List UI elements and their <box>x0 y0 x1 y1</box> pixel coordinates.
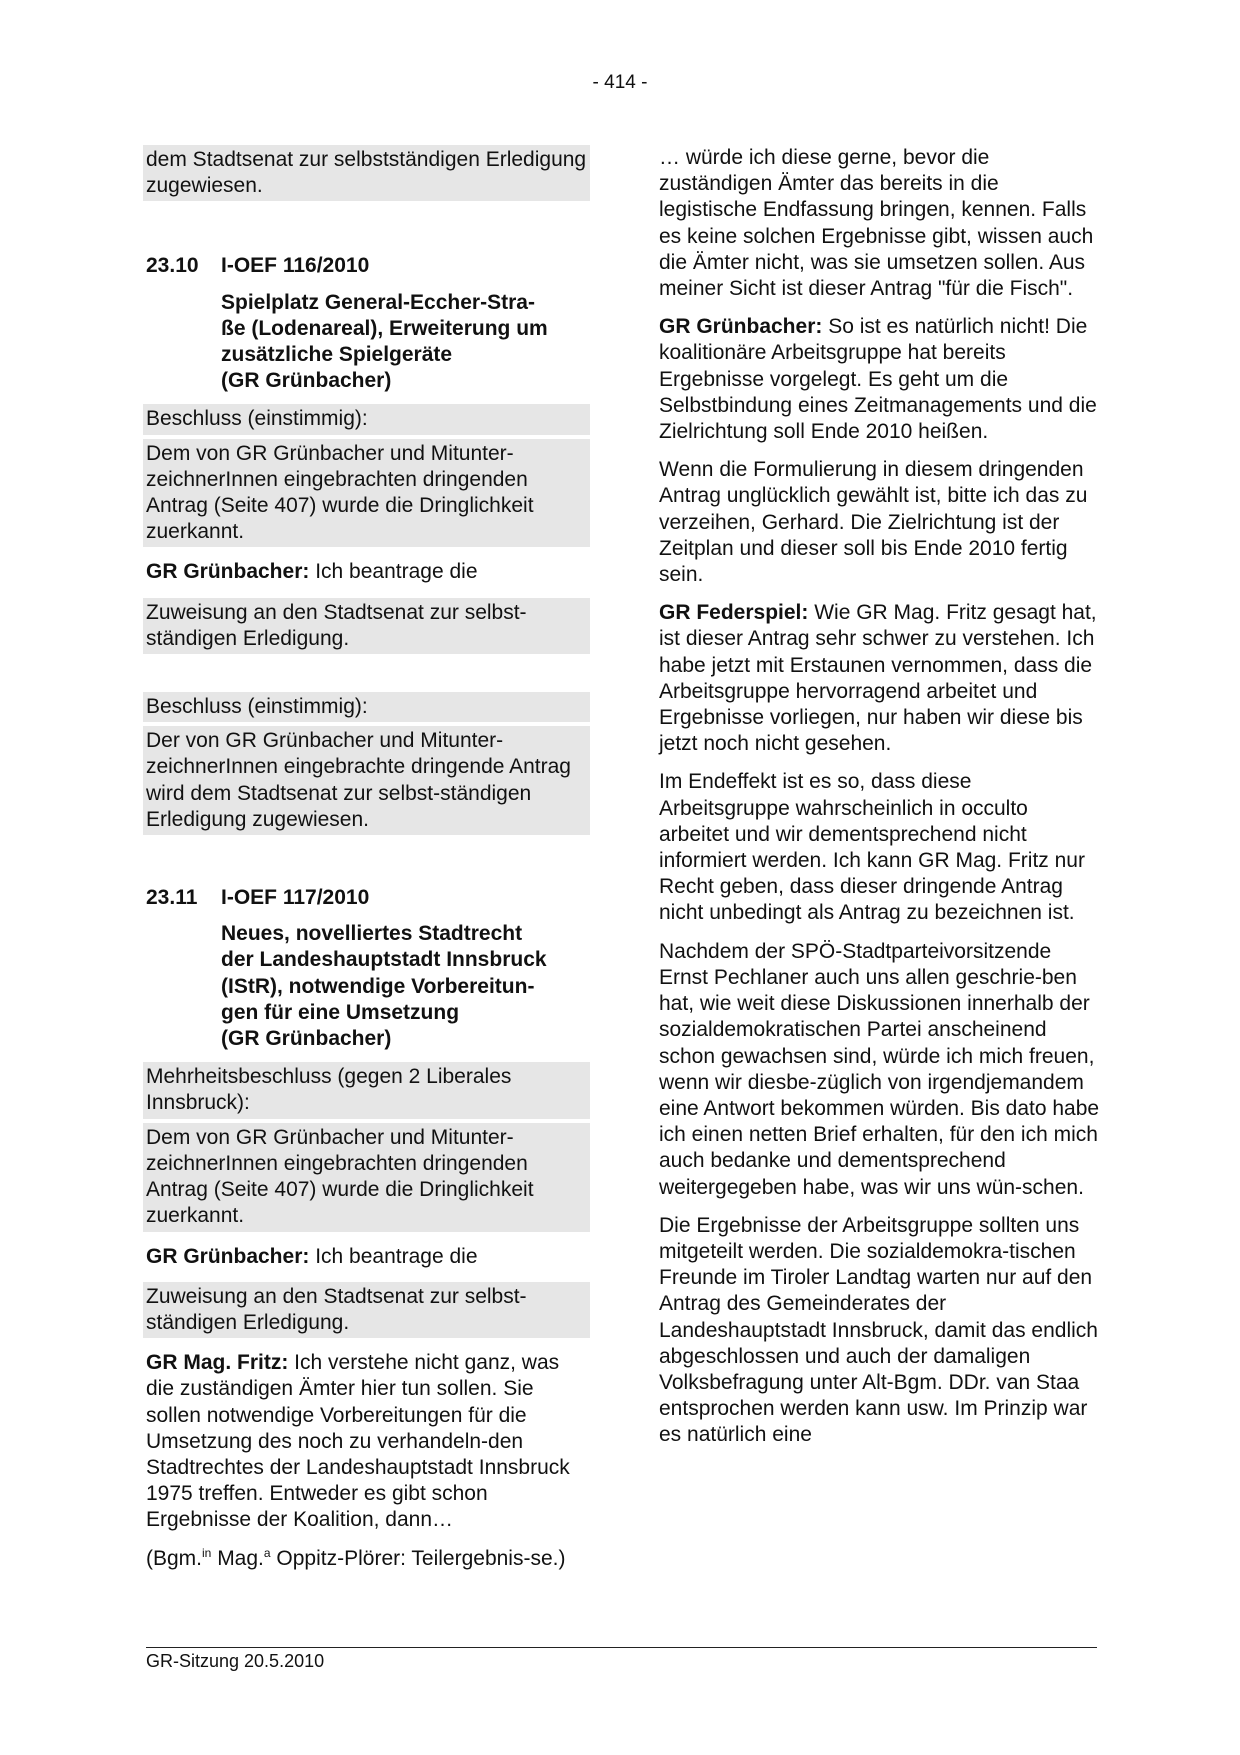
footer-text: GR-Sitzung 20.5.2010 <box>146 1651 325 1671</box>
item-number: 23.11 <box>146 886 198 910</box>
resolution-text: Dem von GR Grünbacher und Mitunter-zeichnerInnen eingebrachten dringenden Antrag (Seite 407) wurde die Dringlichkeit zuerkannt. <box>143 439 590 548</box>
speaker-name: GR Federspiel: <box>659 601 809 625</box>
speaker-name: GR Grünbacher: <box>146 560 310 584</box>
subject-line: der Landeshauptstadt Innsbruck <box>221 948 547 972</box>
item-code: I-OEF 117/2010 <box>221 886 370 910</box>
resolution-label: Beschluss (einstimmig): <box>143 692 590 722</box>
motion-text: Zuweisung an den Stadtsenat zur selbst-ständigen Erledigung. <box>143 1282 590 1338</box>
speaker-text: Ich verstehe nicht ganz, was die zuständigen Ämter hier tun sollen. Sie sollen notwendige Vorbereitungen für die Umsetzung des noch zu verhandeln-den Stadtrechtes der Landeshauptstadt Innsbruck 1975 treffen. Entweder es gibt schon Ergebnisse der Koalition, dann… <box>146 1351 570 1532</box>
subject-line: (GR Grünbacher) <box>221 1027 392 1051</box>
speaker-text: Ich beantrage die <box>315 560 478 584</box>
item-code: I-OEF 116/2010 <box>221 254 370 278</box>
footer-divider <box>146 1647 1097 1648</box>
speaker-name: GR Grünbacher: <box>146 1244 310 1268</box>
speaker-paragraph <box>146 1244 586 1270</box>
speaker-paragraph <box>146 1350 586 1533</box>
paragraph: Nachdem der SPÖ-Stadtparteivorsitzende Ernst Pechlaner auch uns allen geschrie-ben hat, wie weit diese Diskussionen innerhalb der sozialdemokratischen Partei anscheinend schon gewachsen sind, würde ich mich freuen, wenn wir diesbe-züglich von irgendjemandem eine Antwort bekommen würden. Bis dato habe ich einen netten Brief erhalten, für den ich mich auch bedanke und dementsprechend weitergegeben habe, was wir uns wün-schen. <box>659 939 1100 1199</box>
subject-line: Neues, novelliertes Stadtrecht <box>221 922 523 946</box>
interjection-superscript: in <box>202 1545 212 1560</box>
speaker-text: Ich beantrage die <box>315 1244 478 1268</box>
resolution-text: Dem von GR Grünbacher und Mitunter-zeichnerInnen eingebrachten dringenden Antrag (Seite 407) wurde die Dringlichkeit zuerkannt. <box>143 1123 590 1232</box>
speaker-text: So ist es natürlich nicht! Die koalitionäre Arbeitsgruppe hat bereits Ergebnisse vorgelegt. Es geht um die Selbstbindung eines Zeitmanagements und die Zielrichtung soll Ende 2010 heißen. <box>659 315 1097 444</box>
interjection-part: Mag. <box>211 1546 264 1570</box>
speaker-paragraph <box>659 600 1101 757</box>
speaker-name: GR Mag. Fritz: <box>146 1351 289 1375</box>
speaker-text: Wie GR Mag. Fritz gesagt hat, ist dieser Antrag sehr schwer zu verstehen. Ich habe jetzt mit Erstaunen vernommen, dass die Arbeitsgruppe hervorragend arbeitet und Ergebnisse vorliegen, nur haben wir diese bis jetzt noch nicht gesehen. <box>659 601 1097 756</box>
paragraph: Wenn die Formulierung in diesem dringenden Antrag unglücklich gewählt ist, bitte ich das zu verzeihen, Gerhard. Die Zielrichtung ist der Zeitplan und dieser soll bis Ende 2010 fertig sein. <box>659 458 1088 587</box>
interjection <box>146 1546 586 1572</box>
speaker-paragraph <box>659 314 1101 445</box>
interjection-part: Oppitz-Plörer: Teilergebnis-se.) <box>270 1546 566 1570</box>
subject-line: (GR Grünbacher) <box>221 369 392 393</box>
item-header <box>146 885 586 911</box>
page-number: - 414 - <box>592 72 648 93</box>
resolution-text: Der von GR Grünbacher und Mitunter-zeichnerInnen eingebrachte dringende Antrag wird dem Stadtsenat zur selbst-ständigen Erledigung zugewiesen. <box>143 726 590 835</box>
subject-line: (IStR), notwendige Vorbereitun- <box>221 974 535 998</box>
item-subject <box>221 921 586 1052</box>
motion-text: Zuweisung an den Stadtsenat zur selbst-ständigen Erledigung. <box>143 598 590 654</box>
item-number: 23.10 <box>146 254 199 278</box>
speaker-paragraph <box>146 559 586 585</box>
subject-line: ße (Lodenareal), Erweiterung um <box>221 316 548 340</box>
item-subject <box>221 290 586 395</box>
intro-text: dem Stadtsenat zur selbstständigen Erledigung zugewiesen. <box>143 145 590 201</box>
item-header <box>146 253 586 279</box>
paragraph: Die Ergebnisse der Arbeitsgruppe sollten uns mitgeteilt werden. Die sozialdemokra-tischen Freunde im Tiroler Landtag warten nur auf den Antrag des Gemeinderates der Landeshauptstadt Innsbruck, damit das endlich abgeschlossen und auch der damaligen Volksbefragung unter Alt-Bgm. DDr. van Staa entsprochen werden kann usw. Im Prinzip war es natürlich eine <box>659 1213 1098 1447</box>
paragraph: Im Endeffekt ist es so, dass diese Arbeitsgruppe wahrscheinlich in occulto arbeitet und wir dementsprechend nicht informiert werden. Ich kann GR Mag. Fritz nur Recht geben, dass dieser dringende Antrag nicht unbedingt als Antrag zu bezeichnen ist. <box>659 770 1085 925</box>
subject-line: Spielplatz General-Eccher-Stra- <box>221 290 535 314</box>
subject-line: zusätzliche Spielgeräte <box>221 343 453 367</box>
resolution-label: Mehrheitsbeschluss (gegen 2 Liberales Innsbruck): <box>143 1062 590 1118</box>
subject-line: gen für eine Umsetzung <box>221 1000 460 1024</box>
interjection-part: (Bgm. <box>146 1546 203 1570</box>
interjection-superscript: a <box>263 1545 271 1560</box>
resolution-label: Beschluss (einstimmig): <box>143 404 590 434</box>
right-column <box>659 145 1101 1461</box>
left-column <box>146 145 586 1584</box>
paragraph: … würde ich diese gerne, bevor die zuständigen Ämter das bereits in die legistische Endfassung bringen, kennen. Falls es keine solchen Ergebnisse gibt, wissen auch die Ämter nicht, was sie umsetzen sollen. Aus meiner Sicht ist dieser Antrag "für die Fisch". <box>659 146 1094 301</box>
speaker-name: GR Grünbacher: <box>659 315 823 339</box>
